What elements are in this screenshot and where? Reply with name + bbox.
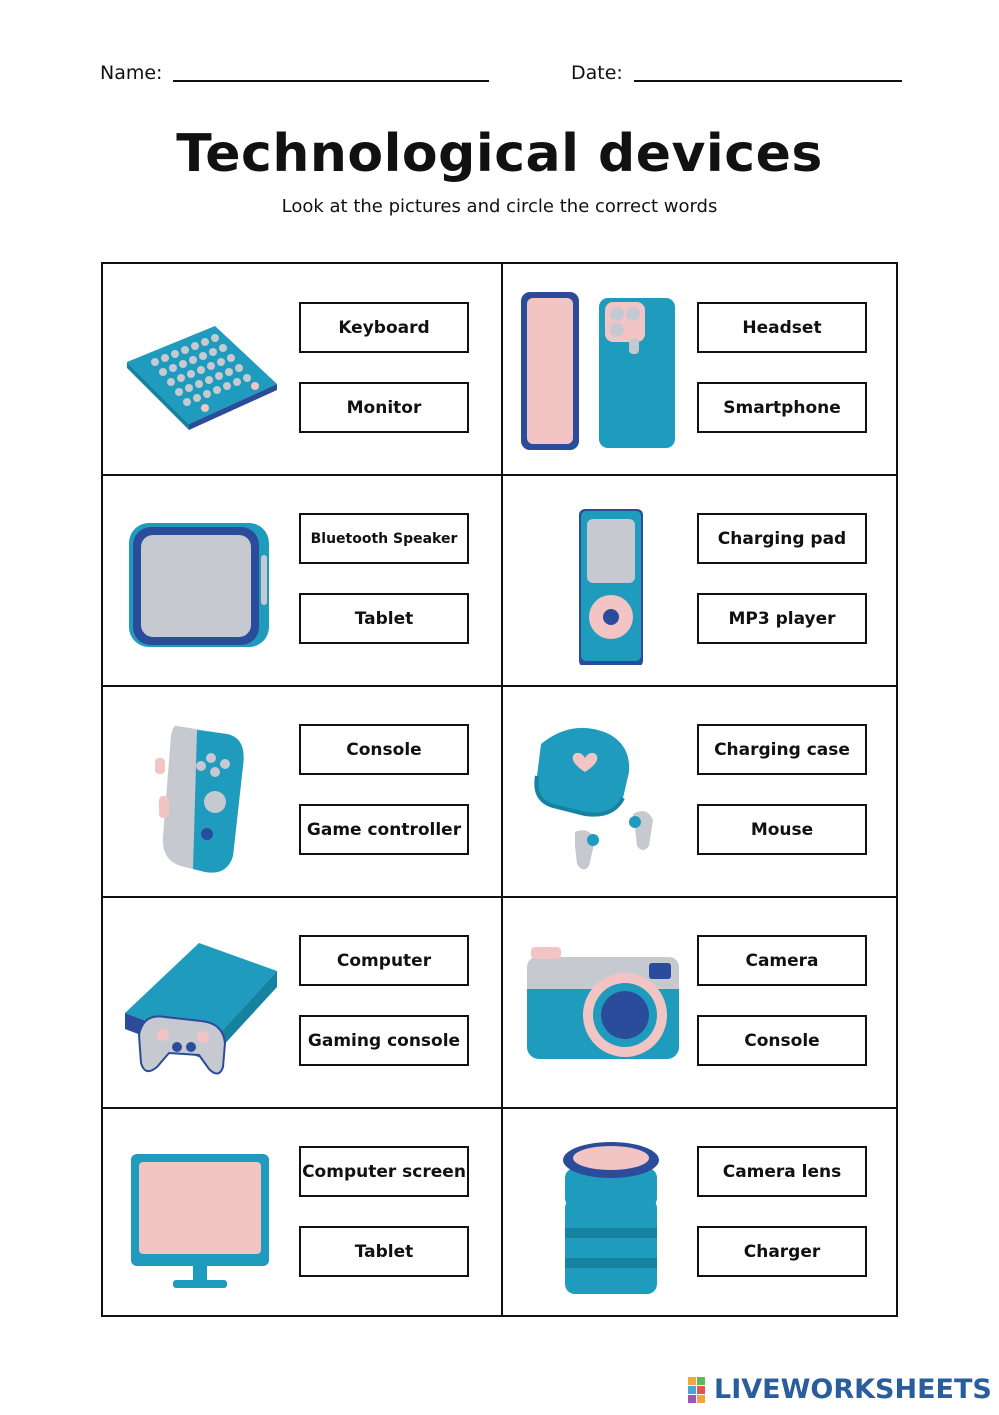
question-cell: [103, 475, 501, 685]
page-title: Technological devices: [176, 124, 823, 184]
name-label: Name:: [100, 62, 163, 84]
question-cell: [501, 264, 899, 474]
option-mp3-player[interactable]: MP3 player: [697, 593, 867, 644]
camera-icon: [513, 917, 683, 1087]
earbuds-case-icon: [513, 706, 683, 876]
option-tablet[interactable]: Tablet: [299, 593, 469, 644]
question-cell: [103, 264, 501, 474]
option-mouse[interactable]: Mouse: [697, 804, 867, 855]
liveworksheets-logo-icon: [688, 1377, 714, 1403]
logo-text: LIVEWORKSHEETS: [714, 1374, 992, 1405]
option-bluetooth-speaker[interactable]: Bluetooth Speaker: [299, 513, 469, 564]
option-console[interactable]: Console: [299, 724, 469, 775]
option-keyboard[interactable]: Keyboard: [299, 302, 469, 353]
option-headset[interactable]: Headset: [697, 302, 867, 353]
gaming-console-icon: [115, 917, 285, 1087]
option-gaming-console[interactable]: Gaming console: [299, 1015, 469, 1066]
option-tablet[interactable]: Tablet: [299, 1226, 469, 1277]
camera-lens-icon: [513, 1128, 683, 1298]
mp3-player-icon: [513, 495, 683, 665]
option-console[interactable]: Console: [697, 1015, 867, 1066]
date-label: Date:: [571, 62, 623, 84]
bluetooth-speaker-icon: [115, 495, 285, 665]
option-charging-pad[interactable]: Charging pad: [697, 513, 867, 564]
name-field[interactable]: [173, 80, 489, 82]
option-monitor[interactable]: Monitor: [299, 382, 469, 433]
option-camera[interactable]: Camera: [697, 935, 867, 986]
option-charging-case[interactable]: Charging case: [697, 724, 867, 775]
option-computer-screen[interactable]: Computer screen: [299, 1146, 469, 1197]
question-cell: [501, 686, 899, 896]
question-cell: [103, 897, 501, 1107]
question-cell: [501, 897, 899, 1107]
question-cell: [501, 475, 899, 685]
instructions: Look at the pictures and circle the correct words: [281, 196, 718, 217]
option-charger[interactable]: Charger: [697, 1226, 867, 1277]
option-camera-lens[interactable]: Camera lens: [697, 1146, 867, 1197]
question-cell: [103, 1108, 501, 1318]
game-controller-icon: [115, 706, 285, 876]
option-game-controller[interactable]: Game controller: [299, 804, 469, 855]
keyboard-icon: [115, 284, 285, 454]
smartphone-icon: [513, 284, 683, 454]
option-computer[interactable]: Computer: [299, 935, 469, 986]
option-smartphone[interactable]: Smartphone: [697, 382, 867, 433]
worksheet-grid: [101, 262, 898, 1317]
date-field[interactable]: [634, 80, 902, 82]
computer-screen-icon: [115, 1128, 285, 1298]
liveworksheets-logo: [688, 1374, 992, 1405]
question-cell: [501, 1108, 899, 1318]
question-cell: [103, 686, 501, 896]
